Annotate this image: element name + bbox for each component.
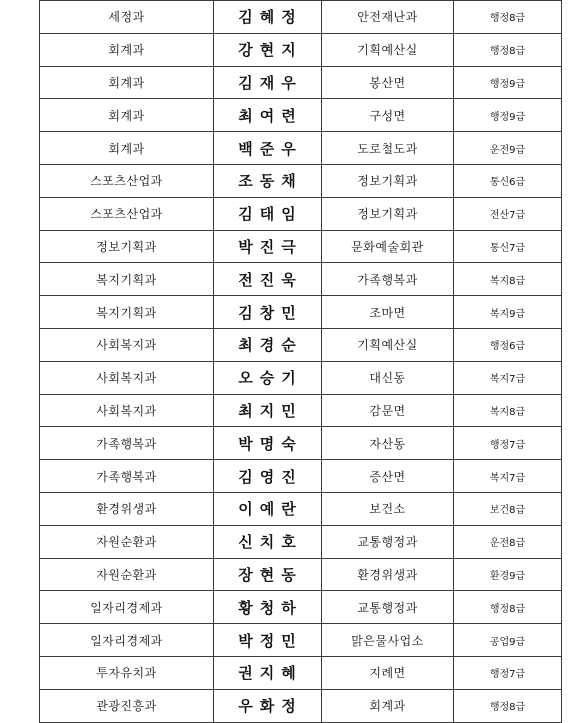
new-post-cell: 정보기획과 [322,164,454,197]
current-department-cell: 사회복지과 [40,328,214,361]
employee-name-cell: 전진욱 [214,263,322,296]
grade-cell: 행정8급 [454,1,562,34]
new-post-cell: 감문면 [322,394,454,427]
current-department-cell: 스포츠산업과 [40,164,214,197]
table-row [40,460,562,493]
new-post-cell: 기획예산실 [322,33,454,66]
grade-cell: 행정7급 [454,656,562,689]
new-post-cell: 회계과 [322,689,454,722]
employee-name-cell: 신치호 [214,525,322,558]
table-row [40,394,562,427]
current-department-cell: 회계과 [40,99,214,132]
personnel-transfer-table-page [39,0,551,723]
grade-cell: 복지7급 [454,460,562,493]
new-post-cell: 정보기획과 [322,197,454,230]
employee-name-cell: 백준우 [214,132,322,165]
employee-name-cell: 박정민 [214,624,322,657]
grade-cell: 통신7급 [454,230,562,263]
employee-name-cell: 최지민 [214,394,322,427]
employee-name-cell: 김혜정 [214,1,322,34]
table-row [40,99,562,132]
new-post-cell: 환경위생과 [322,558,454,591]
current-department-cell: 가족행복과 [40,460,214,493]
new-post-cell: 도로철도과 [322,132,454,165]
current-department-cell: 가족행복과 [40,427,214,460]
table-row [40,132,562,165]
new-post-cell: 자산동 [322,427,454,460]
current-department-cell: 일자리경제과 [40,591,214,624]
table-row [40,624,562,657]
current-department-cell: 환경위생과 [40,492,214,525]
grade-cell: 복지8급 [454,394,562,427]
employee-name-cell: 박진극 [214,230,322,263]
employee-name-cell: 조동채 [214,164,322,197]
new-post-cell: 대신동 [322,361,454,394]
table-row [40,558,562,591]
new-post-cell: 봉산면 [322,66,454,99]
employee-name-cell: 강현지 [214,33,322,66]
grade-cell: 통신6급 [454,164,562,197]
new-post-cell: 지례면 [322,656,454,689]
new-post-cell: 교통행정과 [322,591,454,624]
grade-cell: 복지8급 [454,263,562,296]
current-department-cell: 투자유치과 [40,656,214,689]
table-row [40,427,562,460]
grade-cell: 행정8급 [454,591,562,624]
current-department-cell: 사회복지과 [40,361,214,394]
grade-cell: 행정9급 [454,66,562,99]
table-row [40,296,562,329]
table-row [40,164,562,197]
table-row [40,525,562,558]
grade-cell: 복지7급 [454,361,562,394]
grade-cell: 운전9급 [454,132,562,165]
new-post-cell: 보건소 [322,492,454,525]
employee-name-cell: 김태임 [214,197,322,230]
grade-cell: 행정6급 [454,328,562,361]
current-department-cell: 자원순환과 [40,525,214,558]
table-row [40,1,562,34]
grade-cell: 행정9급 [454,99,562,132]
table-row [40,230,562,263]
grade-cell: 환경9급 [454,558,562,591]
new-post-cell: 교통행정과 [322,525,454,558]
grade-cell: 복지9급 [454,296,562,329]
grade-cell: 행정8급 [454,33,562,66]
employee-name-cell: 김창민 [214,296,322,329]
table-row [40,361,562,394]
table-row [40,328,562,361]
table-row [40,591,562,624]
employee-name-cell: 오승기 [214,361,322,394]
current-department-cell: 세정과 [40,1,214,34]
table-body [40,1,562,723]
employee-name-cell: 박명숙 [214,427,322,460]
grade-cell: 보건8급 [454,492,562,525]
employee-name-cell: 우화정 [214,689,322,722]
table-row [40,492,562,525]
new-post-cell: 문화예술회관 [322,230,454,263]
current-department-cell: 일자리경제과 [40,624,214,657]
table-row [40,263,562,296]
new-post-cell: 안전재난과 [322,1,454,34]
employee-name-cell: 황청하 [214,591,322,624]
new-post-cell: 기획예산실 [322,328,454,361]
personnel-transfer-table [39,0,562,723]
grade-cell: 운전8급 [454,525,562,558]
current-department-cell: 회계과 [40,66,214,99]
new-post-cell: 맑은물사업소 [322,624,454,657]
current-department-cell: 회계과 [40,33,214,66]
employee-name-cell: 권지혜 [214,656,322,689]
new-post-cell: 구성면 [322,99,454,132]
employee-name-cell: 김영진 [214,460,322,493]
grade-cell: 행정8급 [454,689,562,722]
new-post-cell: 가족행복과 [322,263,454,296]
grade-cell: 행정7급 [454,427,562,460]
current-department-cell: 사회복지과 [40,394,214,427]
employee-name-cell: 최여련 [214,99,322,132]
current-department-cell: 자원순환과 [40,558,214,591]
employee-name-cell: 장현동 [214,558,322,591]
table-row [40,656,562,689]
employee-name-cell: 이예란 [214,492,322,525]
current-department-cell: 스포츠산업과 [40,197,214,230]
table-row [40,33,562,66]
table-row [40,66,562,99]
employee-name-cell: 최경순 [214,328,322,361]
grade-cell: 전산7급 [454,197,562,230]
new-post-cell: 조마면 [322,296,454,329]
current-department-cell: 회계과 [40,132,214,165]
grade-cell: 공업9급 [454,624,562,657]
employee-name-cell: 김재우 [214,66,322,99]
table-row [40,689,562,722]
current-department-cell: 복지기획과 [40,296,214,329]
new-post-cell: 증산면 [322,460,454,493]
current-department-cell: 관광진흥과 [40,689,214,722]
current-department-cell: 정보기획과 [40,230,214,263]
current-department-cell: 복지기획과 [40,263,214,296]
table-row [40,197,562,230]
